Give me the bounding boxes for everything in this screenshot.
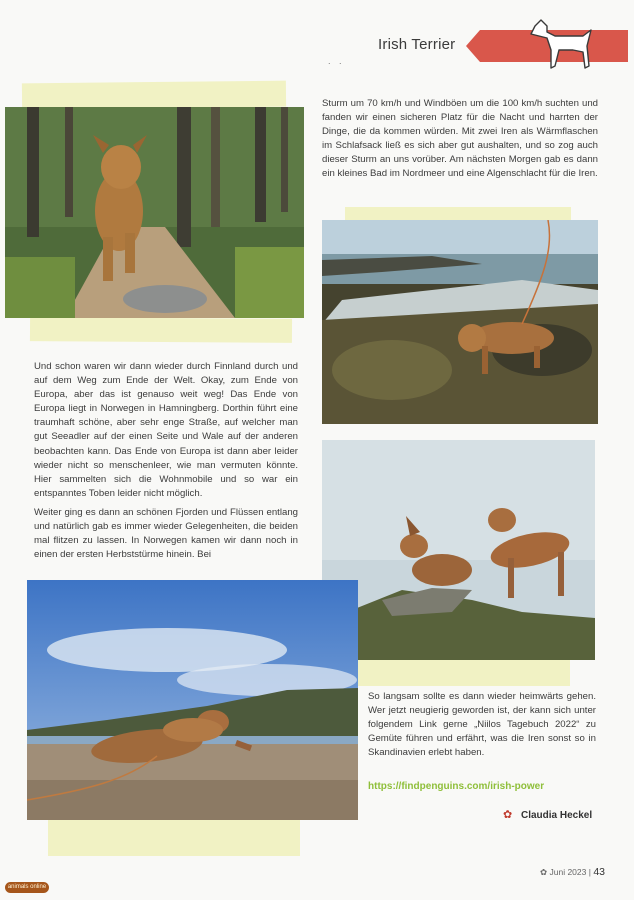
decorative-dots: . .	[328, 56, 345, 66]
paw-icon: ✿	[503, 809, 513, 821]
paragraph-bottom-right: So langsam sollte es dann wieder heimwärts gehen. Wer jetzt neugierig geworden ist, der kann sich unter folgendem Link gerne „Niilos Tagebuch 2022“ zu Gemüte führen und erfährt, was die Iren sonst so in Skandinavien erlebt haben.	[368, 691, 596, 759]
publisher-logo: animals online	[5, 882, 49, 893]
photo-terriers-beach	[27, 580, 358, 820]
paragraph-left-1: Und schon waren wir dann wieder durch Finnland durch und auf dem Weg zum Ende der Welt. Okay, zum Ende von Europa, aber das ist genauso weit weg! Das Ende von Europa liegt in Norwegen in Hamningberg. Dorthin führt eine traumhaft schöne, aber sehr enge Straße, auf welcher man gut Seeadler auf der einen Seite und Wale auf der anderen beobachten kann. Das Ende von Europa ist dann aber leider wieder nicht so menschenleer, wie man vermuten könnte. Hier sammelten sich die Wohnmobile und so war ein entspanntes Toben leider nicht möglich.	[34, 361, 298, 499]
findpenguins-link[interactable]: https://findpenguins.com/irish-power	[368, 781, 545, 792]
page-footer	[540, 866, 605, 878]
accent-strip	[30, 317, 292, 343]
accent-strip	[22, 81, 286, 110]
paragraph-top-right: Sturm um 70 km/h und Windböen um die 100 km/h suchten und fanden wir einen sicheren Platz für die Nacht und harrten der Dinge, die da kommen würden. Mit zwei Iren als Wärmflaschen im Schlafsack ließ es sich aber gut aushalten, und so zog auch dieser Sturm an uns vorüber. Am nächsten Morgen gab es dann ein kleines Bad im Nordmeer und eine Algenschlacht für die Iren.	[322, 98, 598, 180]
author-name: Claudia Heckel	[521, 810, 593, 821]
photo-terriers-on-rock	[322, 440, 595, 660]
photo-terrier-forest	[5, 107, 304, 318]
issue-date: Juni 2023 |	[549, 867, 591, 877]
accent-strip	[352, 660, 570, 686]
irish-terrier-silhouette-icon	[525, 16, 597, 76]
section-title: Irish Terrier	[378, 36, 456, 53]
page-number: 43	[593, 866, 605, 878]
paragraph-left-2: Weiter ging es dann an schönen Fjorden und Flüssen entlang und natürlich gab es immer wieder Gelegenheiten, die beiden mal flitzen zu lassen. In Norwegen kamen wir dann noch in einen der ersten Herbststürme hinein. Bei	[34, 507, 298, 561]
photo-terrier-seaweed	[322, 220, 598, 424]
accent-strip	[48, 818, 300, 856]
paw-icon: ✿	[540, 867, 548, 877]
